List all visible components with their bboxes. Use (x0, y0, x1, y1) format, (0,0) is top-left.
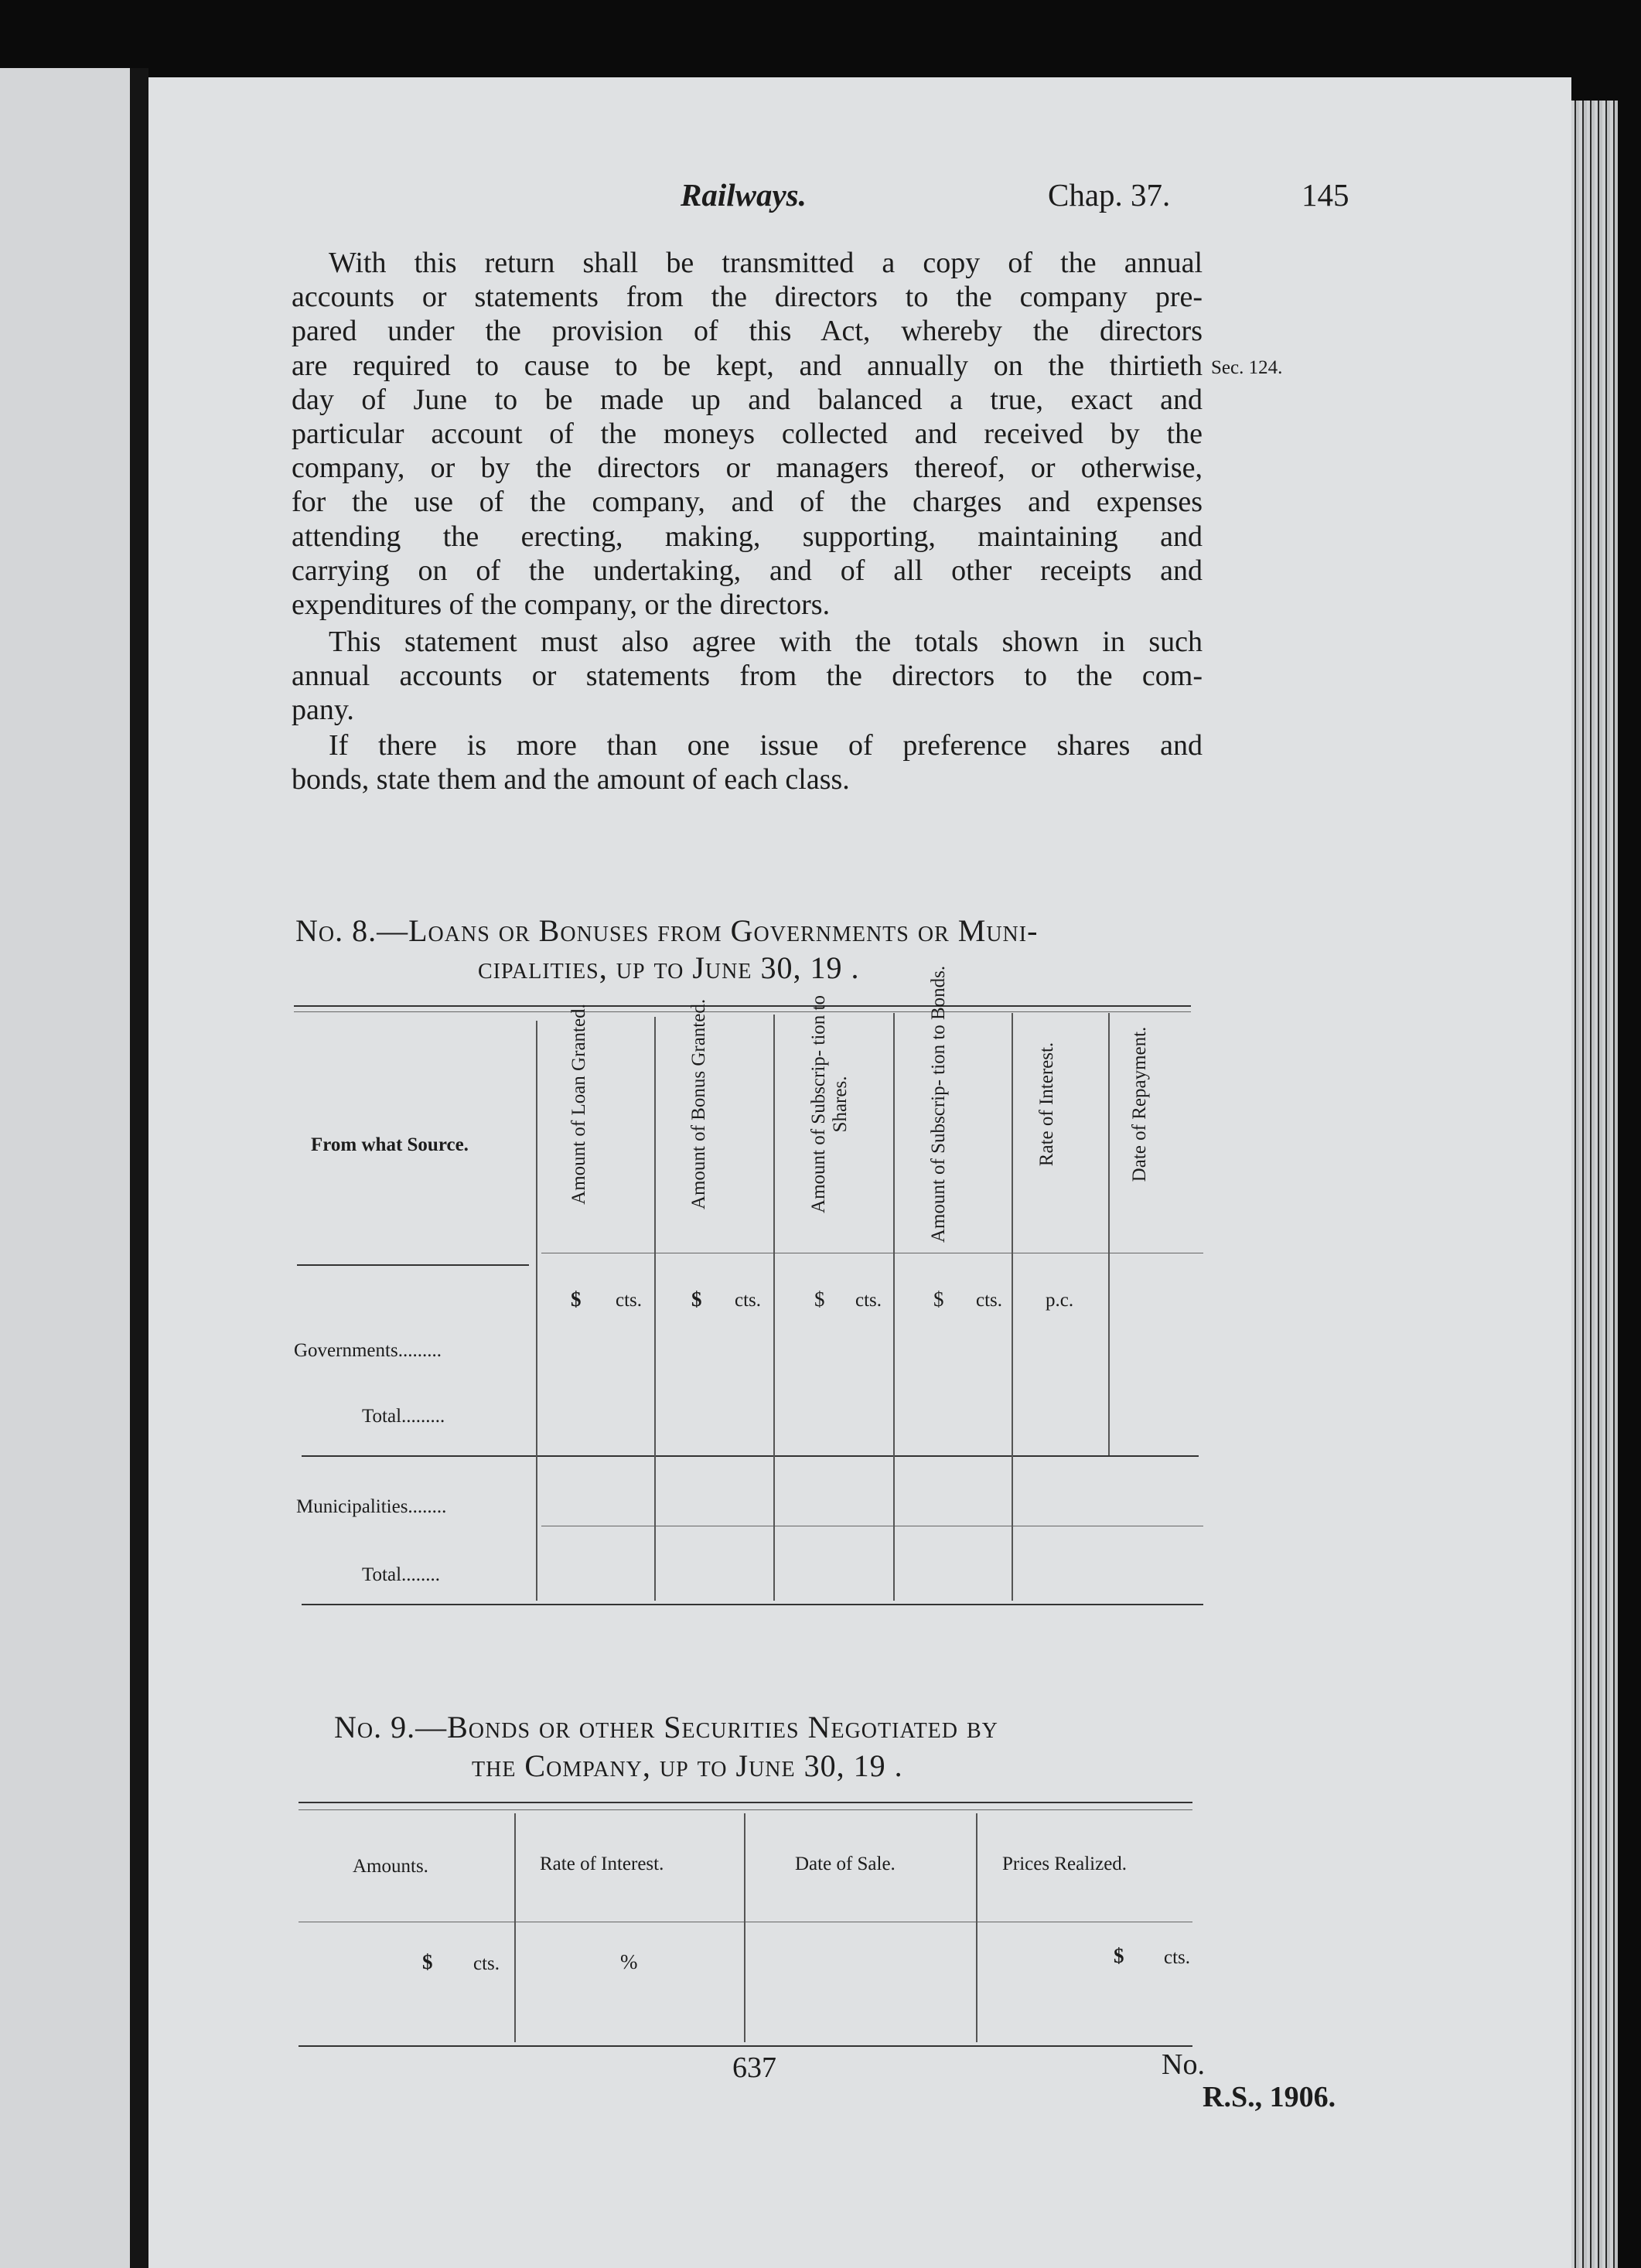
text-line: With this return shall be transmitted a copy of the annual (329, 247, 1203, 279)
table8-bottom-rule (302, 1604, 1203, 1605)
table9-top-rule (299, 1802, 1192, 1803)
table8-col-divider (893, 1013, 895, 1601)
unit-cents: cts. (735, 1290, 762, 1311)
table9-top-rule-thin (299, 1809, 1192, 1810)
text-line: This statement must also agree with the totals shown in such (329, 626, 1203, 658)
paragraph-3 (292, 728, 1203, 796)
text-line: accounts or statements from the directors to the company pre- (292, 281, 1203, 314)
text-line: pared under the provision of this Act, whereby the directors (292, 315, 1203, 348)
paragraph-2 (292, 625, 1203, 728)
table9-col-divider (744, 1813, 745, 2042)
unit-dollar: $ (933, 1287, 944, 1311)
unit-cents: cts. (855, 1290, 882, 1311)
text-line: for the use of the company, and of the charges and expenses (292, 486, 1203, 519)
running-title: Railways. (681, 177, 807, 213)
table8-header-rule (297, 1264, 529, 1266)
unit-dollar: $ (571, 1287, 582, 1311)
unit-dollar: $ (814, 1287, 825, 1311)
table8-col-header: Amount of Loan Granted. (568, 1004, 589, 1205)
text-line: pany. (292, 694, 354, 727)
text-line: particular account of the moneys collected and received by the (292, 418, 1203, 451)
row-label-total: Total........ (362, 1564, 441, 1585)
text-line: company, or by the directors or managers thereof, or otherwise, (292, 452, 1203, 485)
table8-col-header: Amount of Subscrip- tion to Bonds. (928, 965, 949, 1243)
table9-col-header-date: Date of Sale. (795, 1854, 896, 1874)
table8-row-rule (302, 1455, 1199, 1457)
margin-note: Sec. 124. (1211, 357, 1283, 378)
table9-col-divider (514, 1813, 516, 2042)
table8-col-header: Amount of Subscrip- tion to Shares. (808, 995, 851, 1213)
table9-col-header-prices: Prices Realized. (1002, 1854, 1128, 1874)
table8-col-divider (1108, 1013, 1110, 1455)
table8-title-line2: cipalities, up to June 30, 19 . (478, 950, 860, 985)
book-gutter (130, 68, 148, 2268)
table8-col-divider (536, 1021, 537, 1601)
table8-col-header: Amount of Bonus Granted. (688, 998, 709, 1210)
folio-number: 637 (732, 2051, 776, 2084)
table9-col-divider (976, 1813, 977, 2042)
paragraph-1 (292, 246, 1203, 622)
page-number: 145 (1302, 177, 1349, 213)
chapter-label: Chap. 37. (1048, 177, 1171, 213)
table8-col-divider (1012, 1013, 1013, 1601)
table8-source-header: From what Source. (311, 1134, 469, 1155)
text-line: If there is more than one issue of preference shares and (329, 729, 1203, 762)
table9-col-header-amounts: Amounts. (353, 1856, 428, 1877)
table9-title-line2: the Company, up to June 30, 19 . (472, 1748, 903, 1783)
text-line: bonds, state them and the amount of each class. (292, 763, 850, 796)
page-stack-edge (1571, 101, 1618, 2268)
table8-title-line1: No. 8.—Loans or Bonuses from Governments or Muni- (295, 913, 1039, 948)
text-line: annual accounts or statements from the directors to the com- (292, 660, 1203, 693)
table9-bottom-rule (299, 2045, 1192, 2047)
row-label-total: Total......... (362, 1406, 445, 1427)
table8-col-divider (654, 1017, 656, 1601)
unit-cents: cts. (473, 1953, 500, 1974)
unit-dollar: $ (422, 1950, 433, 1973)
table8-col-divider (773, 1015, 775, 1601)
text-line: attending the erecting, making, supporting, maintaining and (292, 520, 1203, 553)
facing-page-edge (0, 68, 133, 2268)
text-line: are required to cause to be kept, and annually on the thirtieth (292, 349, 1203, 382)
unit-cents: cts. (616, 1290, 643, 1311)
unit-dollar: $ (1114, 1944, 1124, 1967)
unit-percent-label: p.c. (1046, 1290, 1074, 1311)
table9-title-line1: No. 9.—Bonds or other Securities Negotiated by (334, 1710, 998, 1744)
text-line: expenditures of the company, or the directors. (292, 588, 831, 622)
unit-cents: cts. (976, 1290, 1003, 1311)
edition-mark: R.S., 1906. (1203, 2081, 1336, 2113)
unit-cents: cts. (1164, 1947, 1191, 1968)
catchword: No. (1162, 2048, 1205, 2081)
text-line: carrying on of the undertaking, and of all other receipts and (292, 554, 1203, 587)
row-label-governments: Governments......... (294, 1340, 442, 1361)
row-label-municipalities: Municipalities........ (296, 1496, 447, 1517)
table9-col-header-rate: Rate of Interest. (540, 1854, 664, 1874)
text-line: day of June to be made up and balanced a true, exact and (292, 383, 1203, 416)
unit-dollar: $ (691, 1287, 702, 1311)
table8-col-header: Date of Repayment. (1129, 1026, 1150, 1182)
table8-col-header: Rate of Interest. (1036, 1042, 1057, 1167)
unit-percent: % (620, 1950, 638, 1973)
